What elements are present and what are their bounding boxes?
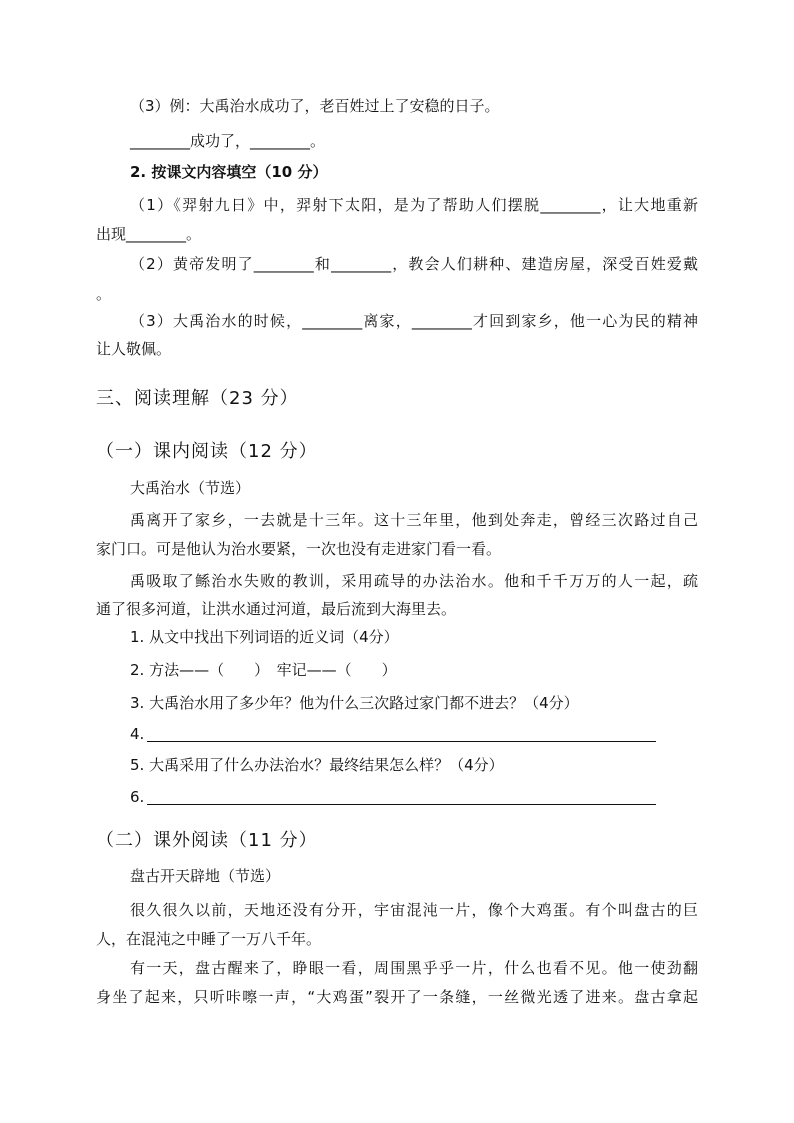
reading2-p2-line2: 身坐了起来，只听咔嚓一声，“大鸡蛋”裂开了一条缝，一丝微光透了进来。盘古拿起 (96, 988, 698, 1006)
reading2-title: （二）课外阅读（11 分） (96, 830, 318, 851)
q2-item3-line2: 让人敬佩。 (96, 340, 172, 358)
reading1-p1-line1: 禹离开了家乡，一去就是十三年。这十三年里，他到处奔走，曾经三次路过自己 (130, 511, 698, 529)
reading1-p2-line2: 通了很多河道，让洪水通过河道，最后流到大海里去。 (96, 600, 457, 618)
reading1-question-4: 4. (130, 725, 145, 743)
q2-title: 2. 按课文内容填空（10 分） (130, 163, 328, 181)
q1-item3-fill-blanks: ________成功了，________。 (130, 132, 326, 150)
section3-title: 三、阅读理解（23 分） (96, 388, 299, 409)
reading1-title: （一）课内阅读（12 分） (96, 441, 318, 462)
reading2-p1-line2: 人，在混沌之中睡了一万八千年。 (96, 930, 322, 948)
reading1-question-2: 2. 方法——（ ） 牢记——（ ） (130, 661, 397, 679)
reading1-question-1: 1. 从文中找出下列词语的近义词（4分） (130, 628, 399, 646)
q2-item2-line2: 。 (96, 285, 112, 303)
reading2-passage-title: 盘古开天辟地（节选） (130, 867, 281, 885)
reading1-question-6: 6. (130, 788, 145, 806)
reading2-p2-line1: 有一天，盘古醒来了，睁眼一看，周围黑乎乎一片，什么也看不见。他一使劲翻 (130, 959, 698, 977)
answer-line-4[interactable] (147, 741, 656, 742)
answer-line-6[interactable] (147, 804, 656, 805)
reading1-passage-title: 大禹治水（节选） (130, 479, 251, 497)
reading1-p2-line1: 禹吸取了鲧治水失败的教训，采用疏导的办法治水。他和千千万万的人一起，疏 (130, 572, 698, 590)
q2-item1-line1: （1）《羿射九日》中，羿射下太阳，是为了帮助人们摆脱________，让大地重新 (130, 196, 698, 214)
q2-item2-line1: （2）黄帝发明了________和________，教会人们耕种、建造房屋，深受百姓爱戴 (130, 255, 698, 273)
reading1-p1-line2: 家门口。可是他认为治水要紧，一次也没有走进家门看一看。 (96, 540, 502, 558)
q2-item1-line2: 出现________。 (96, 225, 202, 243)
reading2-p1-line1: 很久很久以前，天地还没有分开，宇宙混沌一片，像个大鸡蛋。有个叫盘古的巨 (130, 901, 698, 919)
q1-item3-example: （3）例：大禹治水成功了，老百姓过上了安稳的日子。 (130, 97, 500, 115)
reading1-question-5: 5. 大禹采用了什么办法治水？最终结果怎么样？（4分） (130, 756, 504, 774)
reading1-question-3: 3. 大禹治水用了多少年？他为什么三次路过家门都不进去？（4分） (130, 694, 579, 712)
q2-item3-line1: （3）大禹治水的时候，________离家，________才回到家乡，他一心为民的精神 (130, 312, 698, 330)
